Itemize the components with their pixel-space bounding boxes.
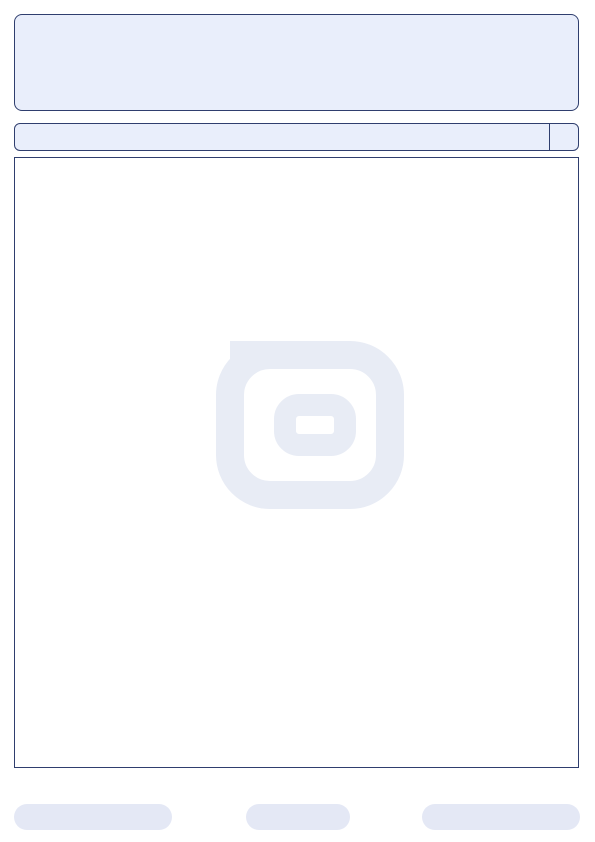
questions-table bbox=[14, 157, 579, 768]
title-banner bbox=[14, 14, 579, 111]
footer-site[interactable] bbox=[14, 804, 172, 830]
page-number bbox=[246, 804, 350, 830]
table-header bbox=[14, 123, 579, 151]
header-row-number bbox=[549, 124, 578, 150]
footer-slogan bbox=[422, 804, 580, 830]
header-questions bbox=[15, 124, 549, 150]
